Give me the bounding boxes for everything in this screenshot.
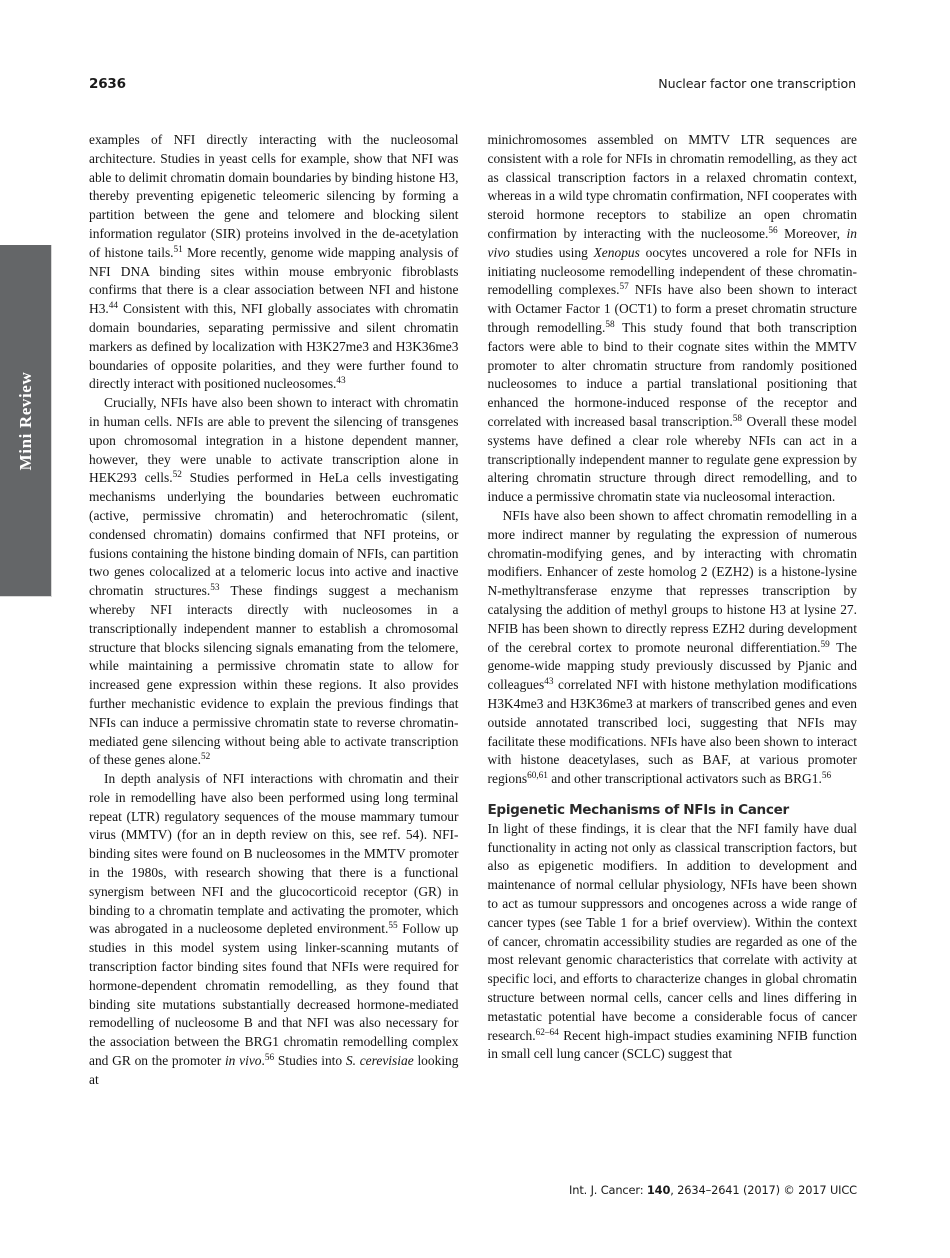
citation-ref: 58 <box>732 414 742 425</box>
paragraph-text: NFIs have also been shown to affect chromatin remodelling in a more indirect manner by regulating the expression of numerous chromatin-modifying genes, and by interacting with chromatin modifiers. Enhancer of zeste homolog 2 (EZH2) is a histone-lysine N-methyltransferase enzyme that represses transcription by catalysing the addition of methyl groups to histone H3 at lysine 27. NFIB has been shown to directly repress EZH2 during development of the cerebral cortex to promote neuronal differentiation. <box>487 507 857 655</box>
citation-ref: 44 <box>108 301 119 312</box>
paragraph <box>488 820 858 1064</box>
citation-ref: 43 <box>336 376 346 387</box>
citation-ref: 57 <box>619 282 629 293</box>
italic-term: in vivo <box>487 225 857 260</box>
paragraph-text: examples of NFI directly interacting with the nucleosomal architecture. Studies in yeast cells for example, show that NFI was able to delimit chromatin domain boundaries by binding histone H3, thereby preventing epigenetic teleomeric silencing by forming a partition between the gene and telomere and blocking silent information regulator (SIR) proteins involved in the de-acetylation of histone tails. <box>89 132 459 260</box>
side-tab-label: Mini Review <box>15 371 35 470</box>
footer-suffix: , 2634–2641 (2017) © 2017 UICC <box>670 1183 857 1197</box>
paragraph-text: The genome-wide mapping study previously discussed by Pjanic and colleagues <box>487 639 857 693</box>
paragraph-text: In light of these findings, it is clear that the NFI family have dual functionality in acting not only as classical transcription factors, but also as epigenetic modifiers. In addition to development and maintenance of normal cellular physiology, NFIs have been shown to act as tumour suppressors and oncogenes across a wide range of cancer types (see Table 1 for a brief overview). Within the context of cancer, chromatin accessibility studies are regarded as one of the most relevant genomic characteristics that correlate with activity at specific loci, and efforts to characterize changes in global chromatin structure between normal cells, cancer cells and lines differing in metastatic potential have become a considerable focus of cancer research. <box>487 820 857 1043</box>
paragraph-text: looking at <box>89 1053 459 1087</box>
paragraph-text: . <box>261 1053 265 1069</box>
paragraph <box>89 394 459 770</box>
paragraph-text: and other transcriptional activators such as BRG1. <box>547 771 822 787</box>
right-column <box>488 131 858 1166</box>
article-body <box>89 131 857 1166</box>
footer-prefix: Int. J. Cancer: <box>569 1183 647 1197</box>
paragraph-text: Follow up studies in this model system using linker-scanning mutants of transcription factor binding sites found that NFIs were required for hormone-dependent chromatin remodelling, as they found that binding site mutations substantially decreased hormone-mediated remodelling of nucleosome B and that NFI was also necessary for the association between the BRG1 chromatin remodelling complex and GR on the promoter <box>89 921 459 1069</box>
paragraph-text: studies using <box>509 244 594 260</box>
citation-ref: 51 <box>173 244 183 255</box>
paragraph <box>89 770 459 1090</box>
paragraph <box>488 131 858 507</box>
italic-term: Xenopus <box>593 244 640 260</box>
paragraph-text: This study found that both transcription factors were able to bind to their cognate sites within the MMTV promoter to alter chromatin structure from randomly positioned nucleosomes to induce a partial translational positioning that enhanced the hormone-induced response of the receptor and correlated with increased basal transcription. <box>487 319 858 429</box>
page-number: 2636 <box>89 76 126 92</box>
section-heading: Epigenetic Mechanisms of NFIs in Cancer <box>487 801 789 818</box>
citation-ref: 55 <box>388 921 398 932</box>
footer-volume: 140 <box>646 1183 671 1197</box>
italic-term: in vivo <box>224 1053 262 1069</box>
paragraph-text: Overall these model systems have defined a clear role whereby NFIs can act in a transcriptionally independent manner to regulate gene expression by altering chromatin structure through direct remodelling, and to induce a permissive chromatin state via nucleosomal interaction. <box>487 413 857 505</box>
paragraph-text: NFIs have also been shown to interact with Octamer Factor 1 (OCT1) to form a preset chromatin structure through remodelling. <box>487 282 857 335</box>
paragraph-text: In depth analysis of NFI interactions with chromatin and their role in remodelling have also been performed using long terminal repeat (LTR) regulatory sequences of the mouse mammary tumour virus (MMTV) (for an in depth review on this, see ref. 54). NFI-binding sites were found on B nucleosomes in the MMTV promoter in the 1980s, with research showing that there is a functional synergism between NFI and the glucocorticoid receptor (GR) in binding to a chromatin template and activating the promoter, which was abrogated in a nucleosome depleted environment. <box>89 771 459 937</box>
citation-ref: 56 <box>264 1053 275 1064</box>
running-head <box>89 76 856 98</box>
citation-ref: 43 <box>544 677 554 688</box>
citation-ref: 58 <box>605 320 615 331</box>
citation-ref: 62–64 <box>535 1027 559 1038</box>
paragraph-text: Studies into <box>274 1053 346 1069</box>
paragraph-text: Crucially, NFIs have also been shown to interact with chromatin in human cells. NFIs are able to prevent the silencing of transgenes upon chromosomal integration in a histone dependent manner, however, they were unable to activate transcription alone in HEK293 cells. <box>89 395 459 486</box>
paragraph-text: oocytes uncovered a role for NFIs in initiating nucleosome remodelling independent of these chromatin-remodelling complexes. <box>487 244 857 298</box>
citation-ref: 60,61 <box>527 771 548 782</box>
side-tab-mini-review <box>0 245 52 597</box>
italic-term: S. cerevisiae <box>345 1053 414 1069</box>
paragraph-text: Consistent with this, NFI globally associates with chromatin domain boundaries, separating permissive and silent chromatin markers as defined by localization with H3K27me3 and H3K36me3 boundaries of opposite polarities, and they were further found to directly interact with positioned nucleosomes. <box>89 301 459 392</box>
paragraph-text: correlated NFI with histone methylation modifications H3K4me3 and H3K36me3 at markers of transcribed genes and even outside annotated transcribed loci, suggesting that NFIs may facilitate these modifications. NFIs have also been shown to interact with histone deacetylases, such as BAF, at various promoter regions <box>487 677 857 787</box>
citation-ref: 52 <box>172 470 182 481</box>
paragraph-text: More recently, genome wide mapping analysis of NFI DNA binding sites within mouse embryonic fibroblasts confirms that there is a clear association between NFI and histone H3. <box>89 244 459 317</box>
paragraph-text: Moreover, <box>777 225 847 241</box>
page-footer <box>89 1183 857 1197</box>
citation-ref: 59 <box>820 639 830 650</box>
paragraph <box>89 131 459 394</box>
citation-ref: 52 <box>200 752 211 763</box>
citation-ref: 53 <box>210 583 220 594</box>
paragraph-text: Studies performed in HeLa cells investigating mechanisms underlying the boundaries between euchromatic (active, permissive chromatin) and heterochromatic (silent, condensed chromatin) domains confirmed that NFI proteins, or fusions containing the histone binding domain of NFIs, can partition two genes colocalized at a telomeric locus into active and inactive chromatin structures. <box>89 470 459 599</box>
citation-ref: 56 <box>821 771 832 782</box>
citation-ref: 56 <box>768 226 778 237</box>
left-column <box>89 131 459 1166</box>
running-title: Nuclear factor one transcription <box>658 76 856 91</box>
paragraph-text: These findings suggest a mechanism whereby NFI interacts directly with nucleosomes in a transcriptionally independent manner to establish a chromosomal structure that blocks silencing signals emanating from the telomere, while maintaining a permissive chromatin state to allow for increased gene expression within these regions. It also provides further mechanistic evidence to explain the previous findings that NFIs can induce a permissive chromatin state to reverse chromatin-mediated gene silencing without being able to activate transcription of these genes alone. <box>89 583 459 768</box>
paragraph-text: minichromosomes assembled on MMTV LTR sequences are consistent with a role for NFIs in chromatin remodelling, as they act as classical transcription factors in a relaxed chromatin context, whereas in a wild type chromatin confirmation, NFI cooperates with steroid hormone receptors to stabilize an open chromatin confirmation by interacting with the nucleosome. <box>487 132 857 241</box>
paragraph-text: Recent high-impact studies examining NFIB function in small cell lung cancer (SCLC) suggest that <box>487 1027 857 1062</box>
paragraph <box>488 507 858 789</box>
